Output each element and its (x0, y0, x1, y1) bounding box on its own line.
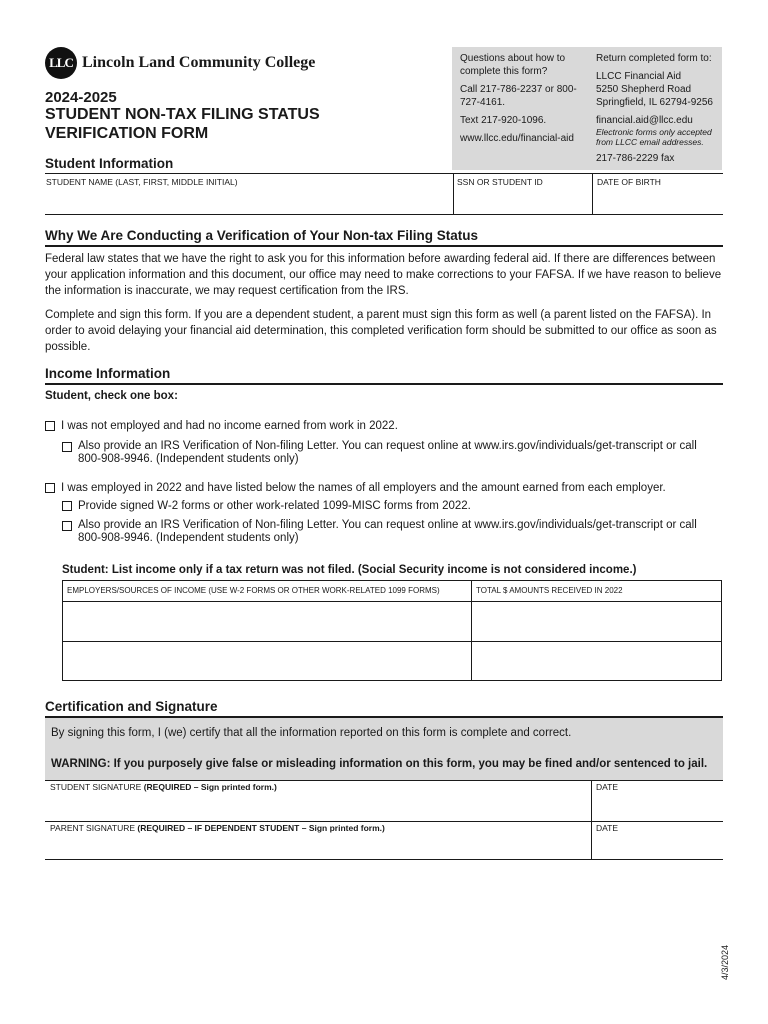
not-employed-label: I was not employed and had no income earned from work in 2022. (61, 420, 398, 432)
contact-questions: Questions about how to complete this form? (460, 53, 566, 77)
table-header-rule (63, 601, 721, 602)
contact-fax: 217-786-2229 fax (596, 153, 675, 164)
income-table (62, 580, 722, 681)
non-filing-letter-checkbox-2[interactable] (62, 521, 72, 531)
employed-checkbox[interactable] (45, 483, 55, 493)
contact-return-column (596, 52, 718, 170)
ssn-label: SSN OR STUDENT ID (457, 177, 543, 187)
option-employed-sub (62, 519, 702, 545)
divider (453, 173, 454, 214)
parent-signature-field[interactable] (50, 823, 585, 857)
student-info-heading: Student Information (45, 156, 174, 171)
student-signature-field[interactable] (50, 782, 585, 818)
income-instruction: Student, check one box: (45, 390, 178, 402)
table-column-divider (471, 581, 472, 680)
contact-email[interactable]: financial.aid@llcc.edu (596, 115, 693, 126)
parent-date-field[interactable] (596, 823, 720, 857)
contact-phone: Call 217-786-2237 or 800-727-4161. (460, 84, 577, 108)
return-label: Return completed form to: (596, 53, 712, 64)
employer-cell-1[interactable] (64, 603, 469, 640)
contact-website[interactable]: www.llcc.edu/financial-aid (460, 133, 574, 144)
student-name-label: STUDENT NAME (LAST, FIRST, MIDDLE INITIAL) (46, 177, 238, 187)
certification-heading: Certification and Signature (45, 699, 218, 714)
contact-text: Text 217-920-1096. (460, 115, 547, 126)
parent-date-label: DATE (596, 823, 619, 833)
income-heading: Income Information (45, 366, 171, 381)
student-name-field[interactable] (46, 177, 446, 213)
non-filing-letter-label-1: Also provide an IRS Verification of Non-filing Letter. You can request online at www.irs.gov/individuals/get-transcript or call 800-908-9946. (Independent students only) (78, 440, 697, 465)
signature-top-rule (45, 780, 723, 781)
certification-statement-box (45, 718, 723, 780)
divider (592, 173, 593, 214)
certification-statement: By signing this form, I (we) certify that all the information reported on this form is complete and correct. (51, 727, 572, 739)
return-office: LLCC Financial Aid (596, 71, 682, 82)
student-signature-requirement: (REQUIRED – Sign printed form.) (143, 782, 277, 792)
dob-label: DATE OF BIRTH (597, 177, 661, 187)
return-city: Springfield, IL 62794-9256 (596, 97, 713, 108)
college-logo: LLC (45, 47, 77, 79)
student-info-top-rule (45, 173, 723, 174)
student-signature-label: STUDENT SIGNATURE (50, 782, 142, 792)
email-note: Electronic forms only accepted from LLCC email addresses. (596, 127, 712, 147)
employed-label: I was employed in 2022 and have listed below the names of all employers and the amount earned from each employer. (61, 482, 666, 494)
option-employed (45, 482, 725, 495)
option-not-employed-sub (62, 440, 702, 466)
form-title (45, 105, 365, 143)
form-title-line1: STUDENT NON-TAX FILING STATUS (45, 106, 320, 123)
non-filing-letter-label-2: Also provide an IRS Verification of Non-filing Letter. You can request online at www.irs.gov/individuals/get-transcript or call 800-908-9946. (Independent students only) (78, 519, 697, 544)
income-table-instruction: Student: List income only if a tax return was not filed. (Social Security income is not considered income.) (62, 564, 637, 576)
why-heading: Why We Are Conducting a Verification of Your Non-tax Filing Status (45, 228, 479, 243)
non-filing-letter-checkbox-1[interactable] (62, 442, 72, 452)
employer-cell-2[interactable] (64, 643, 469, 679)
contact-questions-column (460, 52, 590, 150)
why-rule (45, 245, 723, 247)
contact-box (452, 47, 722, 170)
option-not-employed (45, 420, 725, 433)
not-employed-checkbox[interactable] (45, 421, 55, 431)
w2-checkbox[interactable] (62, 501, 72, 511)
dob-field[interactable] (597, 177, 721, 213)
income-rule (45, 383, 723, 385)
form-year: 2024-2025 (45, 89, 117, 106)
amount-cell-2[interactable] (473, 643, 720, 679)
student-date-field[interactable] (596, 782, 720, 818)
parent-signature-requirement: (REQUIRED – IF DEPENDENT STUDENT – Sign printed form.) (137, 823, 385, 833)
student-info-bottom-rule (45, 214, 723, 215)
form-title-line2: VERIFICATION FORM (45, 125, 209, 142)
why-paragraph-1: Federal law states that we have the right to ask you for this information before awarding federal aid. If there are differences between your application information and this document, our office may need to make corrections to your FAFSA. If we have reason to believe the information is inaccurate, we may request certification from the IRS. (45, 253, 722, 297)
employers-column-header: EMPLOYERS/SOURCES OF INCOME (USE W-2 FORMS OR OTHER WORK-RELATED 1099 FORMS) (67, 586, 440, 595)
college-name: Lincoln Land Community College (82, 54, 316, 71)
option-w2 (62, 500, 702, 513)
why-paragraph-2: Complete and sign this form. If you are a dependent student, a parent must sign this form as well (a parent listed on the FAFSA). In order to avoid delaying your financial aid determination, this completed verification form should be submitted to our office as soon as possible. (45, 309, 717, 353)
signature-middle-rule (45, 821, 723, 822)
amount-column-header: TOTAL $ AMOUNTS RECEIVED IN 2022 (476, 586, 623, 595)
table-row-rule (63, 641, 721, 642)
signature-bottom-rule (45, 859, 723, 860)
ssn-field[interactable] (457, 177, 589, 213)
certification-warning: WARNING: If you purposely give false or misleading information on this form, you may be fined and/or sentenced to jail. (51, 758, 708, 770)
w2-label: Provide signed W-2 forms or other work-related 1099-MISC forms from 2022. (78, 500, 471, 512)
student-date-label: DATE (596, 782, 619, 792)
signature-divider (591, 780, 592, 859)
parent-signature-label: PARENT SIGNATURE (50, 823, 136, 833)
amount-cell-1[interactable] (473, 603, 720, 640)
revision-date: 4/3/2024 (720, 944, 730, 980)
return-street: 5250 Shepherd Road (596, 84, 692, 95)
